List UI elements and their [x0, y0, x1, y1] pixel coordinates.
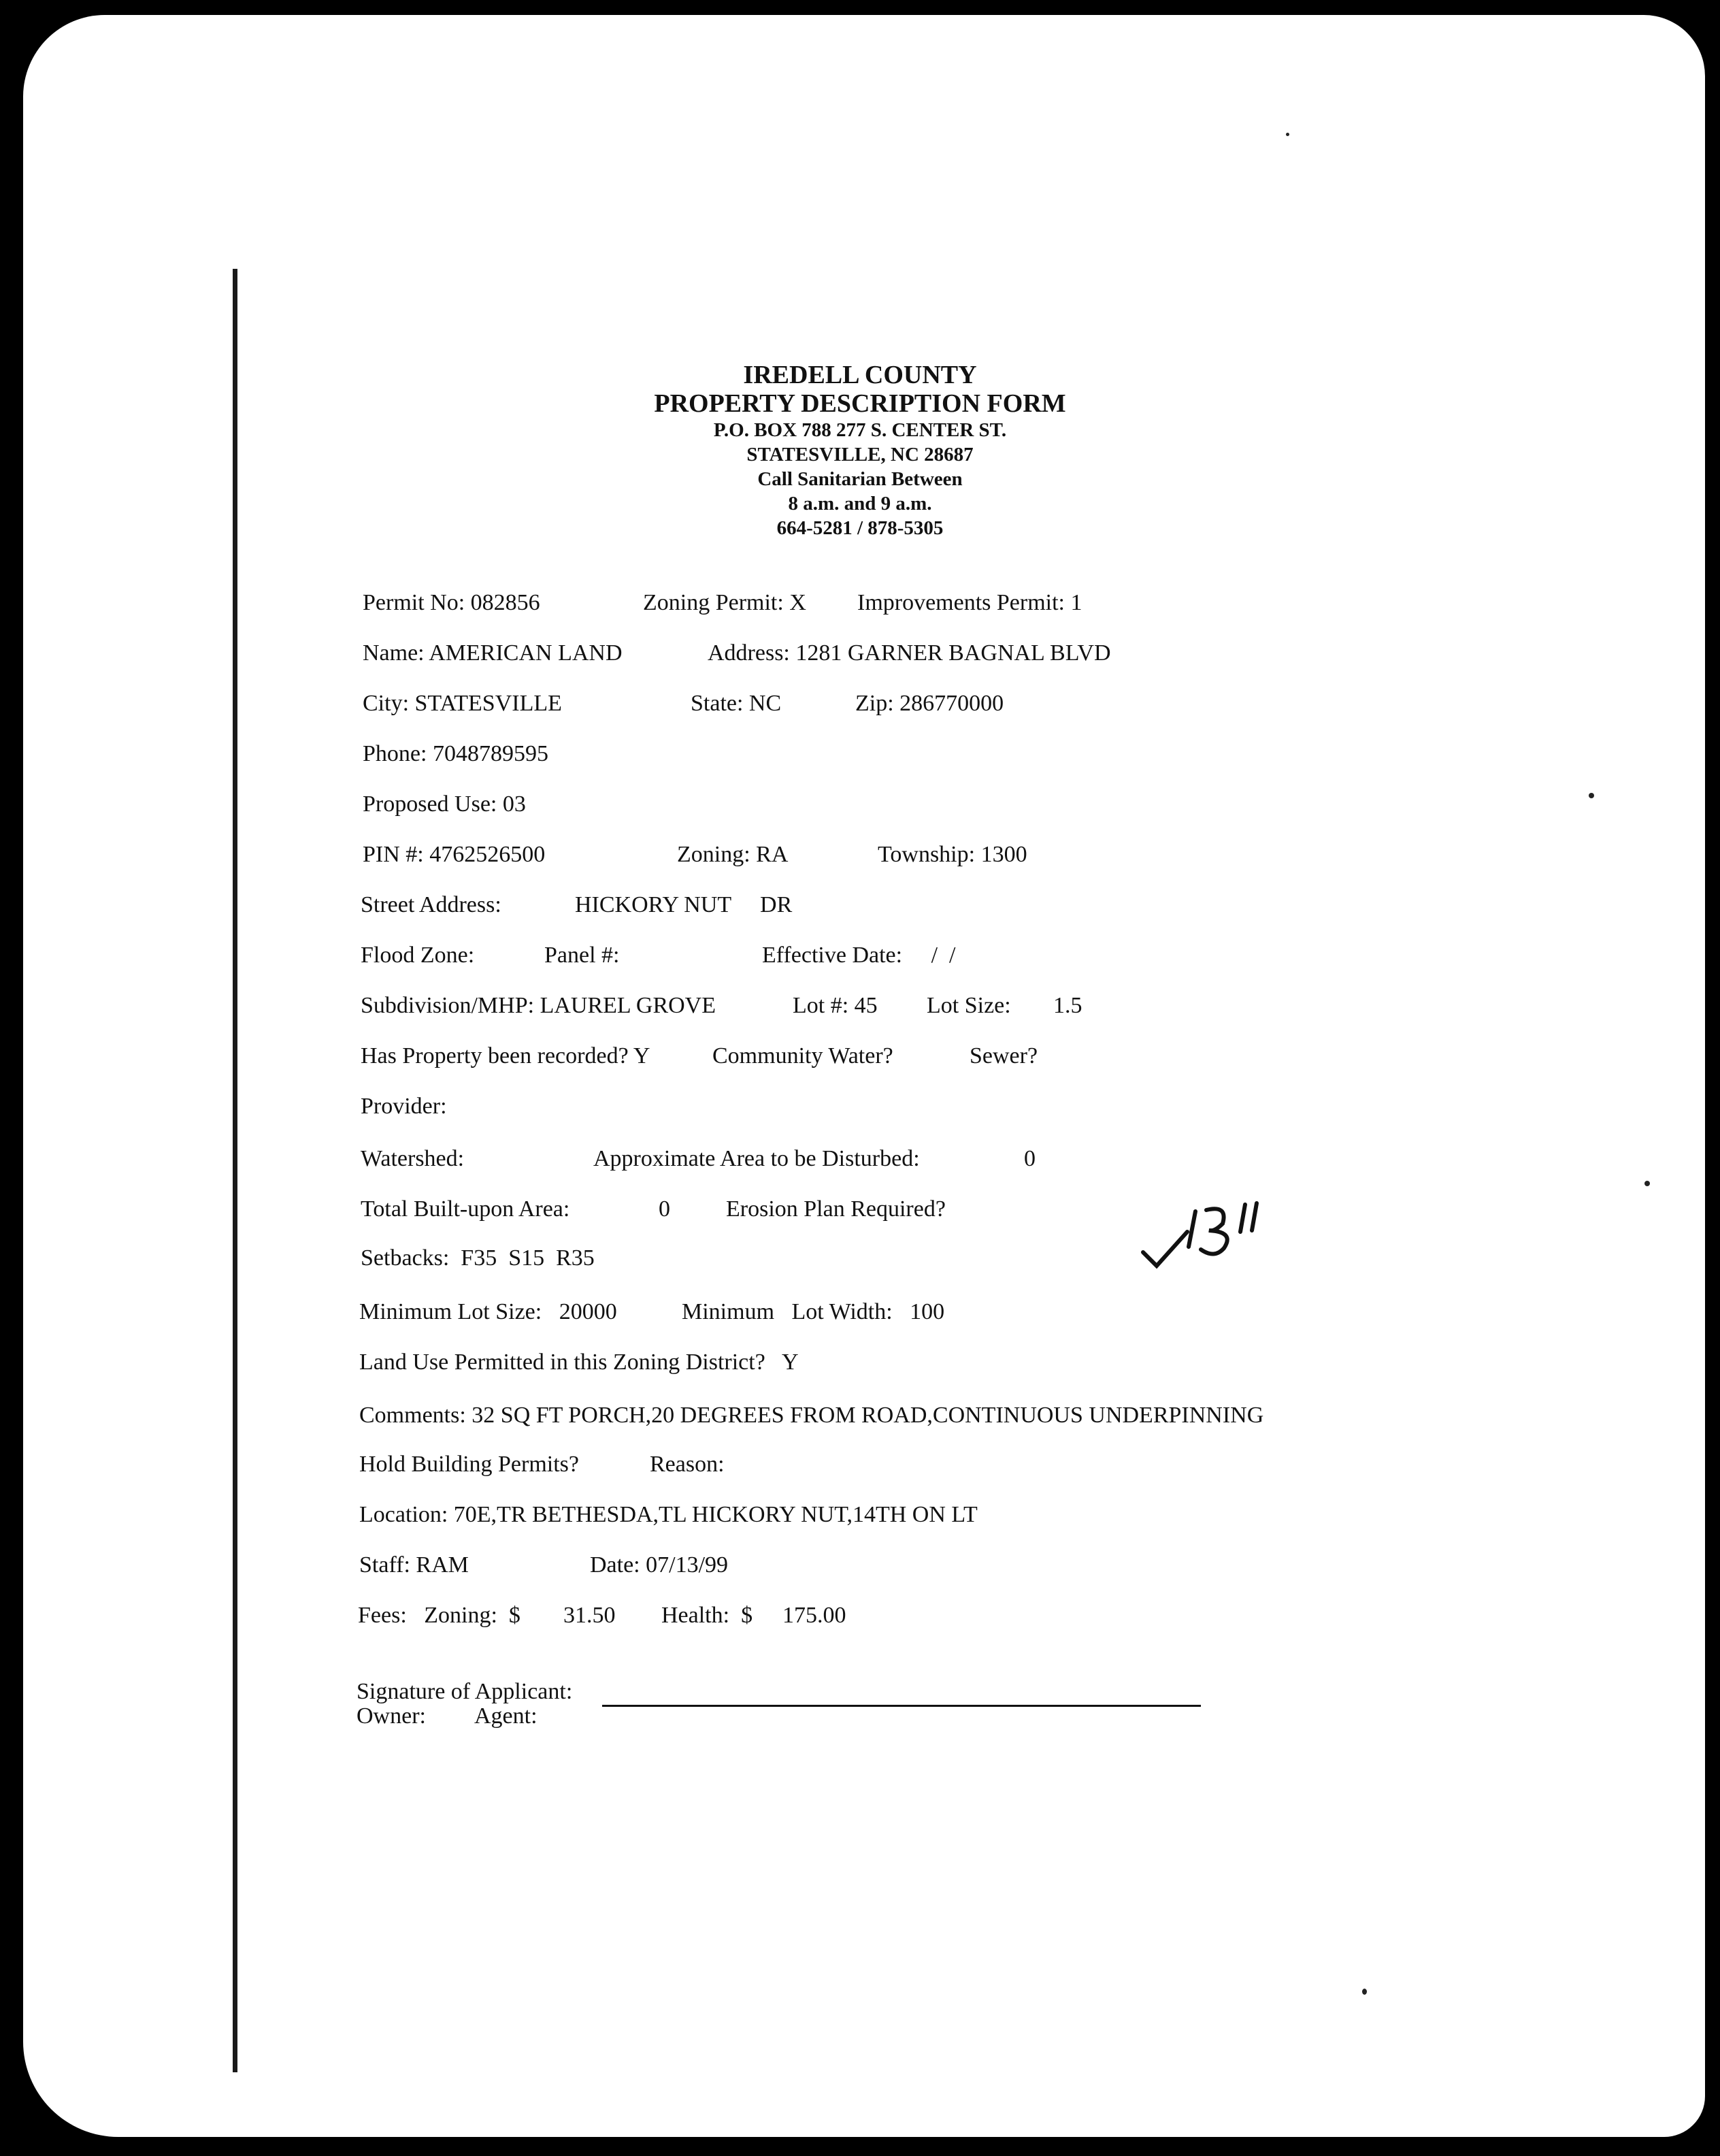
property-recorded: Has Property been recorded? Y: [361, 1043, 650, 1068]
form-title: PROPERTY DESCRIPTION FORM: [654, 389, 1066, 418]
applicant-phone: Phone: 7048789595: [363, 741, 548, 766]
improvements-permit: Improvements Permit: 1: [857, 590, 1082, 615]
flood-zone: Flood Zone:: [361, 943, 475, 968]
signature-label: Signature of Applicant:: [357, 1679, 573, 1704]
land-use-permitted: Land Use Permitted in this Zoning District? Y: [359, 1350, 799, 1375]
community-water: Community Water?: [712, 1043, 893, 1068]
office-address-2: STATESVILLE, NC 28687: [746, 444, 974, 466]
signature-line[interactable]: [602, 1705, 1201, 1707]
scan-speck: [1286, 133, 1289, 136]
lot-size-value: 1.5: [1053, 993, 1082, 1018]
panel-number: Panel #:: [544, 943, 620, 968]
subdivision: Subdivision/MHP: LAUREL GROVE: [361, 993, 716, 1018]
fees-zoning-value: 31.50: [563, 1603, 616, 1628]
location: Location: 70E,TR BETHESDA,TL HICKORY NUT,14TH ON LT: [359, 1502, 978, 1527]
watershed: Watershed:: [361, 1146, 465, 1171]
scan-speck: [1589, 793, 1594, 798]
applicant-state: State: NC: [691, 691, 782, 716]
sewer: Sewer?: [970, 1043, 1038, 1068]
county-title: IREDELL COUNTY: [743, 361, 977, 389]
fees-health-label: Health: $: [661, 1603, 753, 1628]
minimum-lot-width: Minimum Lot Width: 100: [682, 1299, 945, 1324]
area-disturbed-value: 0: [1024, 1146, 1036, 1171]
applicant-zip: Zip: 286770000: [855, 691, 1004, 716]
lot-number: Lot #: 45: [793, 993, 878, 1018]
built-upon-label: Total Built-upon Area:: [361, 1196, 570, 1222]
office-phones: 664-5281 / 878-5305: [776, 517, 944, 539]
staff: Staff: RAM: [359, 1552, 469, 1578]
effective-date: Effective Date: / /: [762, 943, 956, 968]
call-instructions-1: Call Sanitarian Between: [757, 468, 963, 490]
hold-building-permits: Hold Building Permits?: [359, 1452, 579, 1477]
applicant-name: Name: AMERICAN LAND: [363, 640, 623, 666]
township: Township: 1300: [878, 842, 1027, 867]
erosion-plan: Erosion Plan Required?: [726, 1196, 946, 1222]
form-page: [23, 15, 1705, 2137]
call-instructions-2: 8 a.m. and 9 a.m.: [788, 493, 932, 514]
pin-number: PIN #: 4762526500: [363, 842, 546, 867]
zoning-permit: Zoning Permit: X: [643, 590, 806, 615]
provider: Provider:: [361, 1094, 447, 1119]
area-disturbed-label: Approximate Area to be Disturbed:: [593, 1146, 920, 1171]
fees-health-value: 175.00: [782, 1603, 846, 1628]
handwritten-check-mark: [1140, 1198, 1276, 1273]
permit-no: Permit No: 082856: [363, 590, 540, 615]
owner-label: Owner:: [357, 1703, 426, 1729]
minimum-lot-size: Minimum Lot Size: 20000: [359, 1299, 617, 1324]
street-address-value: HICKORY NUT DR: [575, 892, 793, 917]
form-header: [0, 361, 1720, 540]
office-address-1: P.O. BOX 788 277 S. CENTER ST.: [713, 419, 1007, 441]
scan-speck: [1644, 1181, 1650, 1186]
applicant-city: City: STATESVILLE: [363, 691, 562, 716]
reason: Reason:: [650, 1452, 725, 1477]
date: Date: 07/13/99: [590, 1552, 729, 1578]
applicant-address: Address: 1281 GARNER BAGNAL BLVD: [708, 640, 1111, 666]
comments: Comments: 32 SQ FT PORCH,20 DEGREES FROM ROAD,CONTINUOUS UNDERPINNING: [359, 1403, 1264, 1428]
proposed-use: Proposed Use: 03: [363, 791, 526, 817]
lot-size-label: Lot Size:: [927, 993, 1011, 1018]
street-address-label: Street Address:: [361, 892, 501, 917]
setbacks: Setbacks: F35 S15 R35: [361, 1245, 595, 1271]
scan-speck: [1362, 1989, 1367, 1995]
fees-zoning-label: Fees: Zoning: $: [358, 1603, 520, 1628]
zoning: Zoning: RA: [677, 842, 789, 867]
agent-label: Agent:: [474, 1703, 538, 1729]
built-upon-value: 0: [659, 1196, 670, 1222]
